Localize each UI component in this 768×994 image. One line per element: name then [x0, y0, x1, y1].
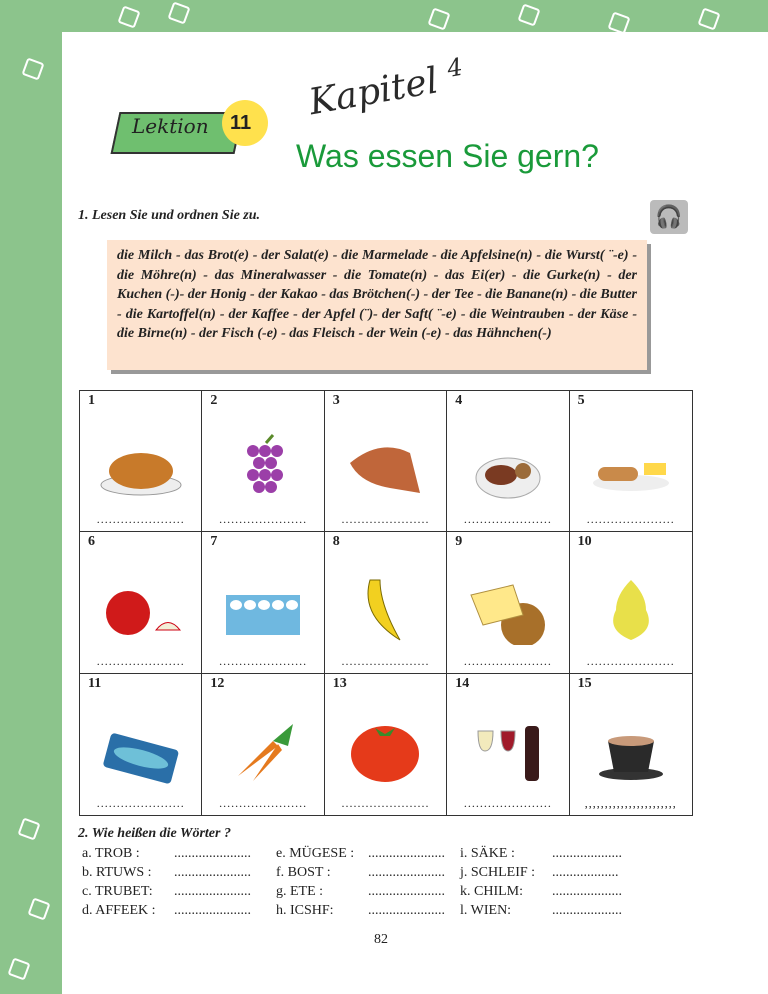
cell-number: 2	[210, 393, 218, 408]
page-title: Was essen Sie gern?	[296, 138, 599, 174]
anagram-word: j. SCHLEIF :	[460, 865, 536, 880]
wine-icon	[463, 716, 553, 786]
anagram-row	[82, 863, 251, 882]
roast-chicken-icon	[96, 433, 186, 503]
carrots-icon	[218, 716, 308, 786]
answer-blank[interactable]: ......................	[463, 653, 552, 668]
anagram-answer-blank[interactable]: ......................	[174, 884, 251, 899]
cocoa-cup-icon	[586, 716, 676, 786]
anagram-answer-blank[interactable]: ....................	[552, 846, 622, 861]
anagram-word: g. ETE :	[276, 884, 324, 899]
cell-number: 5	[577, 393, 585, 408]
page-number: 82	[374, 932, 388, 947]
anagram-column-3	[460, 844, 622, 920]
answer-blank[interactable]: ......................	[96, 795, 185, 810]
picture-cell	[447, 532, 569, 673]
cheese-icon	[463, 575, 553, 645]
cell-number: 8	[332, 534, 340, 550]
answer-blank[interactable]: ......................	[463, 795, 552, 810]
anagram-column-2	[276, 844, 445, 920]
chapter-label: Kapitel	[305, 60, 442, 124]
lesson-number: 11	[230, 112, 252, 134]
cell-number: 3	[332, 393, 340, 408]
picture-cell	[447, 391, 569, 532]
fish-icon	[96, 716, 186, 786]
cell-number: 7	[210, 534, 218, 550]
picture-grid	[79, 390, 693, 816]
anagram-word: h. ICSHF:	[276, 903, 334, 918]
picture-cell	[202, 391, 324, 532]
picture-cell	[202, 532, 324, 673]
cell-number: 6	[88, 534, 95, 550]
pear-icon	[586, 575, 676, 645]
answer-blank[interactable]: ......................	[586, 512, 675, 527]
picture-cell	[325, 391, 447, 532]
anagram-answer-blank[interactable]: ......................	[174, 903, 251, 918]
tomato-icon	[340, 716, 430, 786]
headphones-icon[interactable]: 🎧	[650, 200, 688, 234]
answer-blank[interactable]: ......................	[96, 653, 185, 668]
cell-number: 9	[455, 534, 463, 550]
anagram-row	[276, 863, 445, 882]
picture-cell	[325, 674, 447, 815]
picture-cell	[570, 391, 692, 532]
cell-number: 14	[455, 675, 470, 691]
anagram-row	[82, 844, 251, 863]
anagram-answer-blank[interactable]: ......................	[368, 884, 445, 899]
lesson-label: Lektion	[132, 114, 209, 138]
anagram-row	[82, 882, 251, 901]
grapes-icon	[218, 433, 308, 503]
anagram-word: k. CHILM:	[460, 884, 523, 899]
answer-blank[interactable]: ......................	[341, 795, 430, 810]
anagram-answer-blank[interactable]: ....................	[552, 903, 622, 918]
picture-cell	[80, 674, 202, 815]
egg-carton-icon	[218, 575, 308, 645]
anagram-word: l. WIEN:	[460, 903, 512, 918]
anagram-row	[460, 901, 622, 920]
cell-number: 12	[210, 675, 225, 691]
answer-blank[interactable]: ......................	[586, 653, 675, 668]
anagram-word: b. RTUWS :	[82, 865, 152, 880]
anagram-word: f. BOST :	[276, 865, 331, 880]
cell-number: 15	[577, 675, 592, 691]
steak-plate-icon	[463, 433, 553, 503]
cell-number: 13	[332, 675, 347, 691]
anagram-word: d. AFFEEK :	[82, 903, 156, 918]
anagram-answer-blank[interactable]: ......................	[368, 865, 445, 880]
exercise-1-instruction: 1. Lesen Sie und ordnen Sie zu.	[78, 208, 261, 223]
ham-icon	[340, 433, 430, 503]
picture-cell	[80, 391, 202, 532]
anagram-word: e. MÜGESE :	[276, 846, 355, 861]
anagram-row	[276, 901, 445, 920]
picture-cell	[447, 674, 569, 815]
answer-blank[interactable]: ......................	[96, 512, 185, 527]
answer-blank[interactable]: ......................	[463, 512, 552, 527]
anagram-word: i. SÄKE :	[460, 846, 515, 861]
anagram-row	[276, 882, 445, 901]
picture-cell	[80, 532, 202, 673]
apple-icon	[96, 575, 186, 645]
anagram-answer-blank[interactable]: ......................	[368, 846, 445, 861]
answer-blank[interactable]: ......................	[219, 512, 308, 527]
anagram-row	[82, 901, 251, 920]
anagram-word: a. TROB :	[82, 846, 140, 861]
cell-number: 10	[577, 534, 592, 550]
anagram-answer-blank[interactable]: ......................	[174, 846, 251, 861]
answer-blank[interactable]: ......................	[341, 512, 430, 527]
vocabulary-box: die Milch - das Brot(e) - der Salat(e) - die Marmelade - die Apfelsine(n) - die Wurst( ¨-e) - die Möhre(n) - das Mineralwasser - die Tomate(n) - das Ei(er) - die Gurke(n) - der Kuchen (-)- der Honig - der Kakao - das Brötchen(-) - der Tee - die Banane(n) - die Butter - die Kartoffel(n) - der Kaffee - der Apfel (¨)- der Saft( ¨-e) - die Weintrauben - der Käse - die Birne(n) - der Fisch (-e) - das Fleisch - der Wein (-e) - das Hähnchen(-)	[107, 240, 647, 370]
exercise-2-instruction: 2. Wie heißen die Wörter ?	[78, 826, 231, 841]
cell-number: 11	[88, 675, 102, 691]
picture-cell	[202, 674, 324, 815]
picture-cell	[570, 674, 692, 815]
anagram-answer-blank[interactable]: ...................	[552, 865, 619, 880]
anagram-row	[460, 863, 622, 882]
picture-cell	[570, 532, 692, 673]
bread-butter-icon	[586, 433, 676, 503]
anagram-row	[460, 844, 622, 863]
top-decoration-band	[0, 0, 768, 32]
answer-blank[interactable]: ,,,,,,,,,,,,,,,,,,,,,,,	[584, 795, 677, 810]
banana-icon	[340, 575, 430, 645]
anagram-answer-blank[interactable]: ......................	[368, 903, 445, 918]
anagram-answer-blank[interactable]: ....................	[552, 884, 622, 899]
anagram-column-1	[82, 844, 251, 920]
anagram-row	[276, 844, 445, 863]
cell-number: 1	[88, 393, 95, 408]
picture-cell	[325, 532, 447, 673]
anagram-row	[460, 882, 622, 901]
answer-blank[interactable]: ......................	[341, 653, 430, 668]
chapter-number: 4	[444, 52, 465, 83]
answer-blank[interactable]: ......................	[219, 653, 308, 668]
answer-blank[interactable]: ......................	[219, 795, 308, 810]
anagram-answer-blank[interactable]: ......................	[174, 865, 251, 880]
anagram-word: c. TRUBET:	[82, 884, 153, 899]
cell-number: 4	[455, 393, 463, 408]
